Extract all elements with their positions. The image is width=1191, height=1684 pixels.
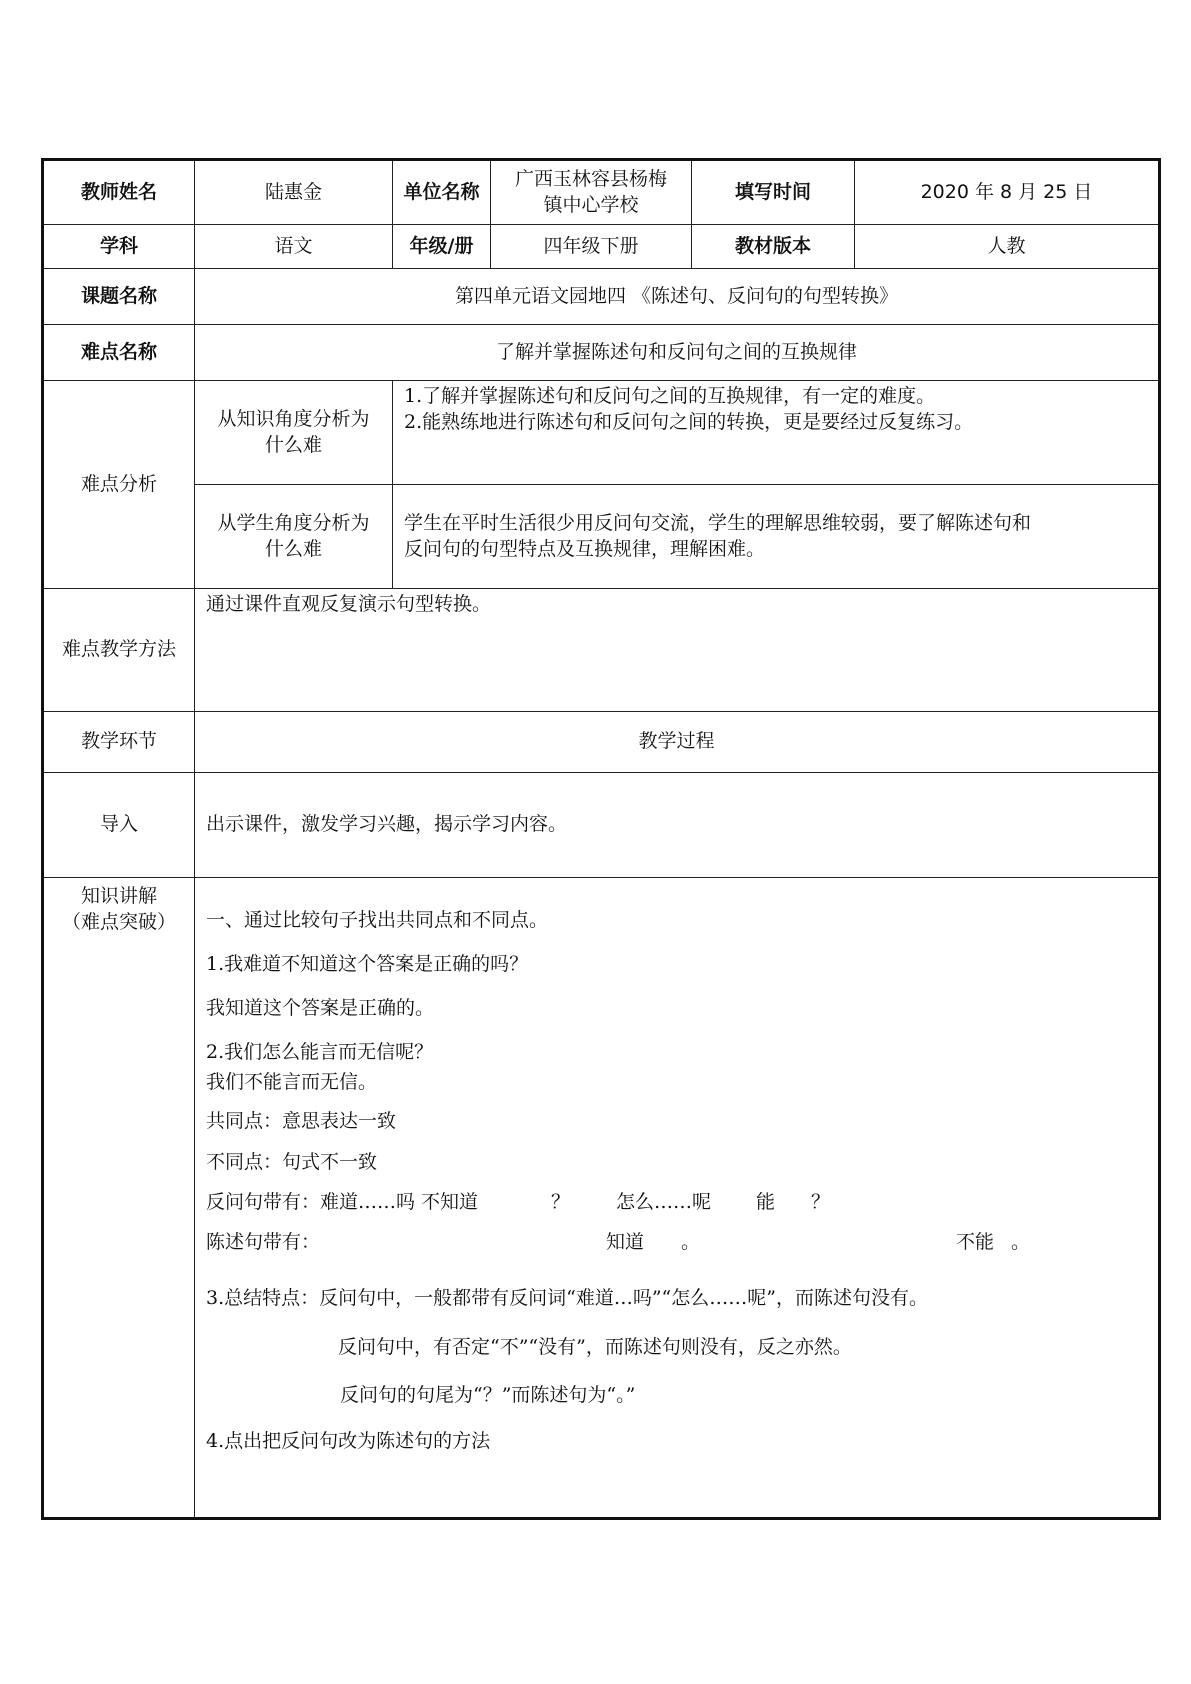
knowledge-line-rhetorical-markers [206, 1190, 1148, 1214]
process-stage-label: 教学环节 [43, 712, 195, 773]
knowledge-content [195, 878, 1160, 1519]
student-angle-line1: 学生在平时生活很少用反问句交流，学生的理解思维较弱，要了解陈述句和 [404, 511, 1032, 534]
subject-value: 语文 [195, 225, 393, 269]
rhetorical-marker-zenme: 怎么……呢 [616, 1191, 712, 1213]
knowledge-label [43, 878, 195, 1519]
date-value: 2020 年 8 月 25 日 [855, 160, 1160, 225]
student-angle-label-line2: 什么难 [264, 537, 322, 560]
student-angle-label-line1: 从学生角度分析为 [217, 511, 370, 534]
knowledge-line: 共同点：意思表达一致 [206, 1110, 397, 1132]
knowledge-line: 2.我们怎么能言而无信呢？ [206, 1041, 434, 1063]
knowledge-label-line1: 知识讲解 [80, 885, 157, 907]
teacher-value: 陆惠金 [195, 160, 393, 225]
knowledge-angle-line1: 1.了解并掌握陈述句和反问句之间的互换规律，有一定的难度。 [404, 385, 936, 407]
difficulty-label: 难点名称 [43, 325, 195, 381]
declarative-marker-zhidao: 知道 [606, 1231, 645, 1253]
knowledge-angle-text [393, 381, 1160, 485]
edition-label: 教材版本 [692, 225, 855, 269]
topic-label: 课题名称 [43, 269, 195, 325]
analysis-label: 难点分析 [43, 381, 195, 589]
grade-value: 四年级下册 [491, 225, 692, 269]
declarative-markers-intro: 陈述句带有： [206, 1231, 321, 1253]
knowledge-label-line2: （难点突破） [61, 910, 176, 933]
process-label: 教学过程 [195, 712, 1160, 773]
teacher-label: 教师姓名 [43, 160, 195, 225]
knowledge-angle-label [195, 381, 393, 485]
student-angle-text [393, 485, 1160, 589]
intro-label: 导入 [43, 773, 195, 878]
analysis-row-student [43, 485, 1160, 589]
topic-row [43, 269, 1160, 325]
header-row-2 [43, 225, 1160, 269]
method-row [43, 589, 1160, 712]
knowledge-angle-label-line1: 从知识角度分析为 [217, 407, 370, 430]
method-value: 通过课件直观反复演示句型转换。 [195, 589, 1160, 712]
rhetorical-marker-neng: 能 [756, 1191, 776, 1213]
knowledge-line: 1.我难道不知道这个答案是正确的吗？ [206, 953, 529, 975]
grade-label: 年级/册 [393, 225, 491, 269]
intro-row [43, 773, 1160, 878]
declarative-marker-buneng: 不能 [956, 1231, 995, 1253]
declarative-marker-period1: 。 [681, 1231, 701, 1253]
unit-label: 单位名称 [393, 160, 491, 225]
knowledge-line: 反问句中，有否定“不”“没有”，而陈述句则没有，反之亦然。 [338, 1336, 852, 1358]
declarative-marker-period2: 。 [1011, 1231, 1031, 1253]
method-label: 难点教学方法 [43, 589, 195, 712]
knowledge-line: 一、通过比较句子找出共同点和不同点。 [206, 909, 549, 931]
knowledge-line: 我知道这个答案是正确的。 [206, 997, 435, 1019]
knowledge-line-declarative-markers [206, 1230, 1148, 1254]
difficulty-row [43, 325, 1160, 381]
rhetorical-marker-q2: ？ [811, 1191, 831, 1213]
knowledge-line: 反问句的句尾为“？”而陈述句为“。” [340, 1384, 636, 1406]
knowledge-line: 我们不能言而无信。 [206, 1071, 378, 1093]
header-row-1 [43, 160, 1160, 225]
rhetorical-markers-intro: 反问句带有：难道……吗 不知道 [206, 1191, 479, 1213]
knowledge-angle-label-line2: 什么难 [264, 433, 322, 456]
subject-label: 学科 [43, 225, 195, 269]
knowledge-line: 不同点：句式不一致 [206, 1151, 378, 1173]
unit-value-line1: 广西玉林容县杨梅 [514, 167, 667, 190]
process-header-row [43, 712, 1160, 773]
unit-value-line2: 镇中心学校 [543, 193, 639, 216]
date-label: 填写时间 [692, 160, 855, 225]
topic-value: 第四单元语文园地四 《陈述句、反问句的句型转换》 [195, 269, 1160, 325]
analysis-row-knowledge [43, 381, 1160, 485]
student-angle-line2: 反问句的句型特点及互换规律，理解困难。 [404, 537, 766, 560]
knowledge-line: 4.点出把反问句改为陈述句的方法 [206, 1430, 491, 1452]
knowledge-row [43, 878, 1160, 1519]
intro-value: 出示课件，激发学习兴趣，揭示学习内容。 [195, 773, 1160, 878]
knowledge-line: 3.总结特点：反问句中，一般都带有反问词“难道…吗”“怎么……呢”，而陈述句没有。 [206, 1287, 928, 1309]
rhetorical-marker-q1: ？ [551, 1191, 571, 1213]
knowledge-angle-line2: 2.能熟练地进行陈述句和反问句之间的转换，更是要经过反复练习。 [404, 410, 974, 433]
lesson-plan-table [41, 158, 1161, 1520]
unit-value [491, 160, 692, 225]
student-angle-label [195, 485, 393, 589]
difficulty-value: 了解并掌握陈述句和反问句之间的互换规律 [195, 325, 1160, 381]
edition-value: 人教 [855, 225, 1160, 269]
